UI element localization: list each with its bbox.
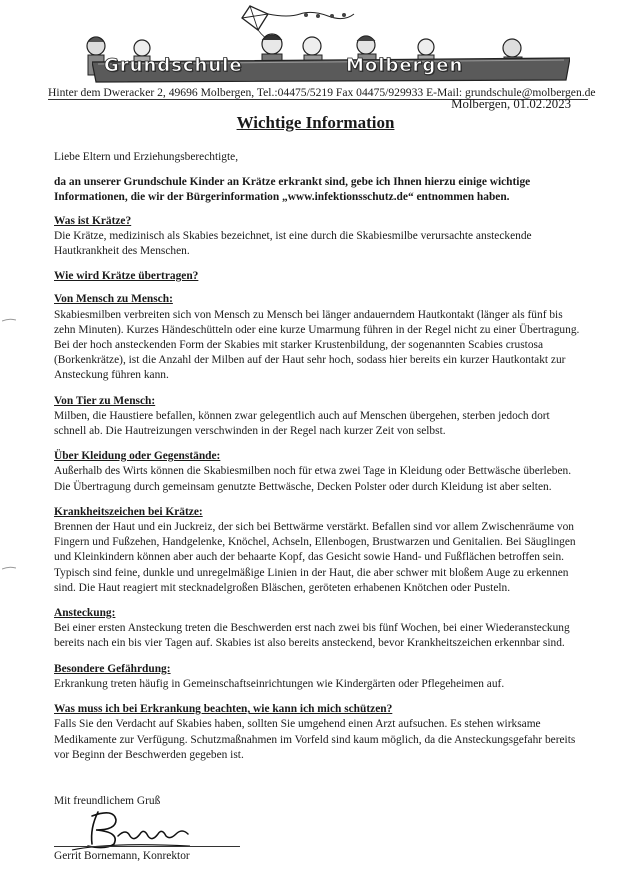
section-text: Bei einer ersten Ansteckung treten die Beschwerden erst nach zwei bis fünf Wochen, bei einer Wiederansteckung bereits nach ein bis vier Tagen auf. Skabies ist also bereits ansteckend, bevor Krankheitszeichen erkennbar sind. xyxy=(54,622,570,650)
section-heading: Ansteckung: xyxy=(54,607,116,620)
document-title: Wichtige Information xyxy=(236,113,395,132)
section-text: Die Krätze, medizinisch als Skabies bezeichnet, ist eine durch die Skabiesmilbe verursachte ansteckende Hautkrankheit des Menschen. xyxy=(54,229,532,258)
section-heading: Was ist Krätze? xyxy=(54,214,132,227)
intro-paragraph: da an unserer Grundschule Kinder an Krätze erkrankt sind, gebe ich Ihnen hierzu einige wichtige Informationen, die wir der Bürgerinformation „www.infektionsschutz.de“ entnommen haben. xyxy=(54,176,531,204)
signer-name: Gerrit Bornemann, Konrektor xyxy=(54,850,190,862)
section-animal-to-human xyxy=(54,394,584,440)
section-clothing xyxy=(54,449,584,495)
section-text: Außerhalb des Wirts können die Skabiesmilben noch für etwa zwei Tage in Kleidung oder Bettwäsche überleben. Die Übertragung durch gemeinsam genutzte Bettwäsche, Decken Polster oder durch Kleidung ist aber selten. xyxy=(54,465,572,493)
section-heading: Besondere Gefährdung: xyxy=(54,662,171,675)
section-text: Milben, die Haustiere befallen, können zwar gelegentlich auch auf Menschen übergehen, sterben jedoch dort schnell ab. Die Hautreizungen verschwinden in der Regel nach kurzer Zeit von selbst. xyxy=(54,409,550,438)
signature-line xyxy=(54,846,240,847)
section-text: Falls Sie den Verdacht auf Skabies haben, sollten Sie umgehend einen Arzt aufsuchen. Es stehen wirksame Medikamente zur Verfügung. Schutzmaßnahmen im Vorfeld sind kaum möglich, da die Ansteckungsgefahr bereits vor Beginn der Beschwerden gegeben ist. xyxy=(54,718,576,761)
scan-mark xyxy=(2,566,16,570)
section-protection xyxy=(54,702,584,763)
section-infection xyxy=(54,606,584,652)
section-text: Erkrankung treten häufig in Gemeinschaftseinrichtungen wie Kindergärten oder Pflegeheimen auf. xyxy=(54,677,505,690)
section-heading: Von Tier zu Mensch: xyxy=(54,394,156,407)
section-human-to-human xyxy=(54,292,584,383)
section-special-risk xyxy=(54,662,584,692)
section-heading: Was muss ich bei Erkrankung beachten, wie kann ich mich schützen? xyxy=(54,703,393,716)
section-heading: Von Mensch zu Mensch: xyxy=(54,293,173,306)
section-text: Brennen der Haut und ein Juckreiz, der sich bei Bettwärme verstärkt. Befallen sind vor allem Zwischenräume von Fingern und Fußzehen, Handgelenke, Knöchel, Achseln, Ellenbogen, Brustwarzen und Genitalien. Bei Säuglingen und Kleinkindern können aber auch der behaarte Kopf, das Gesicht sowie Hand- und Fußflächen betroffen sein. Typisch sind feine, dunkle und unregelmäßige Linien in der Haut, die aber schwer mit bloßem Auge zu erkennen sind. Die Haut reagiert mit stecknadelgroßen Bläschen, geröteten erhabenen Knötchen oder Pusteln. xyxy=(54,521,576,594)
closing: Mit freundlichem Gruß xyxy=(54,795,161,807)
section-heading: Wie wird Krätze übertragen? xyxy=(54,270,199,283)
section-what-is xyxy=(54,214,584,260)
scan-mark xyxy=(2,318,16,322)
section-text: Skabiesmilben verbreiten sich von Mensch zu Mensch bei länger andauerndem Hautkontakt (länger als fünf bis zehn Minuten). Kurzes Händeschütteln oder eine kurze Umarmung führen in der Regel nicht zu einer Übertragung. Bei der hoch ansteckenden Form der Skabies mit starker Krustenbildung, der sogenannten Scabies crustosa (Borkenkrätze), ist die Anzahl der Milben auf der Haut sehr hoch, sodass hier bereits ein kurzer Hautkontakt zur Ansteckung führen kann. xyxy=(54,308,580,382)
section-symptoms xyxy=(54,505,584,596)
address-line: Hinter dem Dweracker 2, 49696 Molbergen, Tel.:04475/5219 Fax 04475/929933 E-Mail: grundschule@molbergen.de xyxy=(48,86,596,99)
greeting: Liebe Eltern und Erziehungsberechtigte, xyxy=(54,151,239,163)
section-heading: Über Kleidung oder Gegenstände: xyxy=(54,450,221,463)
place-date: Molbergen, 01.02.2023 xyxy=(451,97,571,111)
section-transmission xyxy=(54,269,584,284)
school-name-left: Grundschule xyxy=(104,55,243,76)
section-heading: Krankheitszeichen bei Krätze: xyxy=(54,505,203,518)
letter-body xyxy=(54,150,584,773)
school-name-right: Molbergen xyxy=(346,55,464,76)
